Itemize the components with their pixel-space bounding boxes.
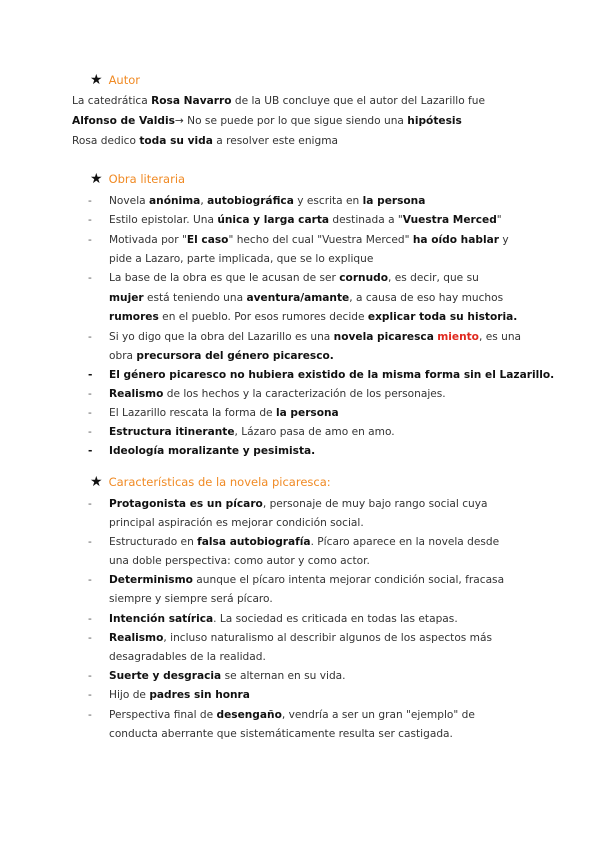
autor-line-2: Alfonso de Valdis→ No se puede por lo que sigue siendo una hipótesis <box>72 115 462 127</box>
list-item-continuation: siempre y siempre será pícaro. <box>109 593 273 605</box>
list-item-continuation: desagradables de la realidad. <box>109 651 266 663</box>
section-heading-caracteristicas: Características de la novela picaresca: <box>108 475 331 489</box>
star-icon: ★ <box>90 474 103 490</box>
list-item-continuation: mujer está teniendo una aventura/amante, a causa de eso hay muchos <box>109 292 504 304</box>
section-caracteristicas <box>90 475 331 489</box>
list-item-continuation: rumores en el pueblo. Por esos rumores decide explicar toda su historia. <box>109 311 518 323</box>
autor-line-3: Rosa dedico toda su vida a resolver este enigma <box>72 135 339 147</box>
star-icon: ★ <box>90 72 103 88</box>
list-item-continuation: obra precursora del género picaresco. <box>109 350 334 362</box>
section-autor <box>90 73 140 87</box>
list-item-continuation: una doble perspectiva: como autor y como actor. <box>109 555 370 567</box>
section-heading-obra: Obra literaria <box>108 172 186 186</box>
star-icon: ★ <box>90 171 103 187</box>
list-item-continuation: conducta aberrante que sistemáticamente resulta ser castigada. <box>109 728 453 740</box>
autor-line-1: La catedrática Rosa Navarro de la UB concluye que el autor del Lazarillo fue <box>72 95 486 107</box>
list-item-continuation: principal aspiración es mejorar condición social. <box>109 517 364 529</box>
document-page: ★ Autor La catedrática Rosa Navarro de la UB concluye que el autor del Lazarillo fue Alfonso de Valdis→ No se puede por lo que sigue siendo una hipótesis Rosa dedico toda su vida a resolver este enigma ★ Obra literaria - Novela anónima, autobiográfica y escrita en la persona - Estilo epistolar. Una única y larga carta destinada a "Vuestra Merced" - Motivada por "El caso" hecho del cual "Vuestra Merced" ha oído hablar y pide a Lazaro, parte implicada, que se lo explique - La base de la obra es que le acusan de ser cornudo, es decir, que su mujer está teniendo una aventura/amante, a causa de eso hay muchos rumores en el pueblo. Por esos rumores decide explicar toda su historia. - Si yo digo que la obra del Lazarillo es una novela picaresca miento, es una obra precursora del género picaresco. - El género picaresco no hubiera existido de la misma forma sin el Lazarillo. - Realismo de los hechos y la caracterización de los personajes. - El Lazarillo rescata la forma de la persona - Estructura itinerante, Lázaro pasa de amo en amo. - Ideología moralizante y pesimista. ★ Características de la novela picaresca: - Protagonista es un pícaro, personaje de muy bajo rango social cuya principal aspiración es mejorar condición social. - Estructurado en falsa autobiografía. Pícaro aparece en la novela desde una doble perspectiva: como autor y como actor. - Determinismo aunque el pícaro intenta mejorar condición social, fracasa siempre y siempre será pícaro. - Intención satírica. La sociedad es criticada en todas las etapas. - Realismo, incluso naturalismo al describir algunos de los aspectos más desagradables de la realidad. - Suerte y desgracia se alternan en su vida. - Hijo de padres sin honra - Perspectiva final de desengaño, vendría a ser un gran "ejemplo" de conducta aberrante que sistemáticamente resulta ser castigada. <box>0 0 600 848</box>
section-heading-autor: Autor <box>108 73 140 87</box>
list-item-continuation: pide a Lazaro, parte implicada, que se lo explique <box>109 253 374 265</box>
section-obra <box>90 172 185 186</box>
